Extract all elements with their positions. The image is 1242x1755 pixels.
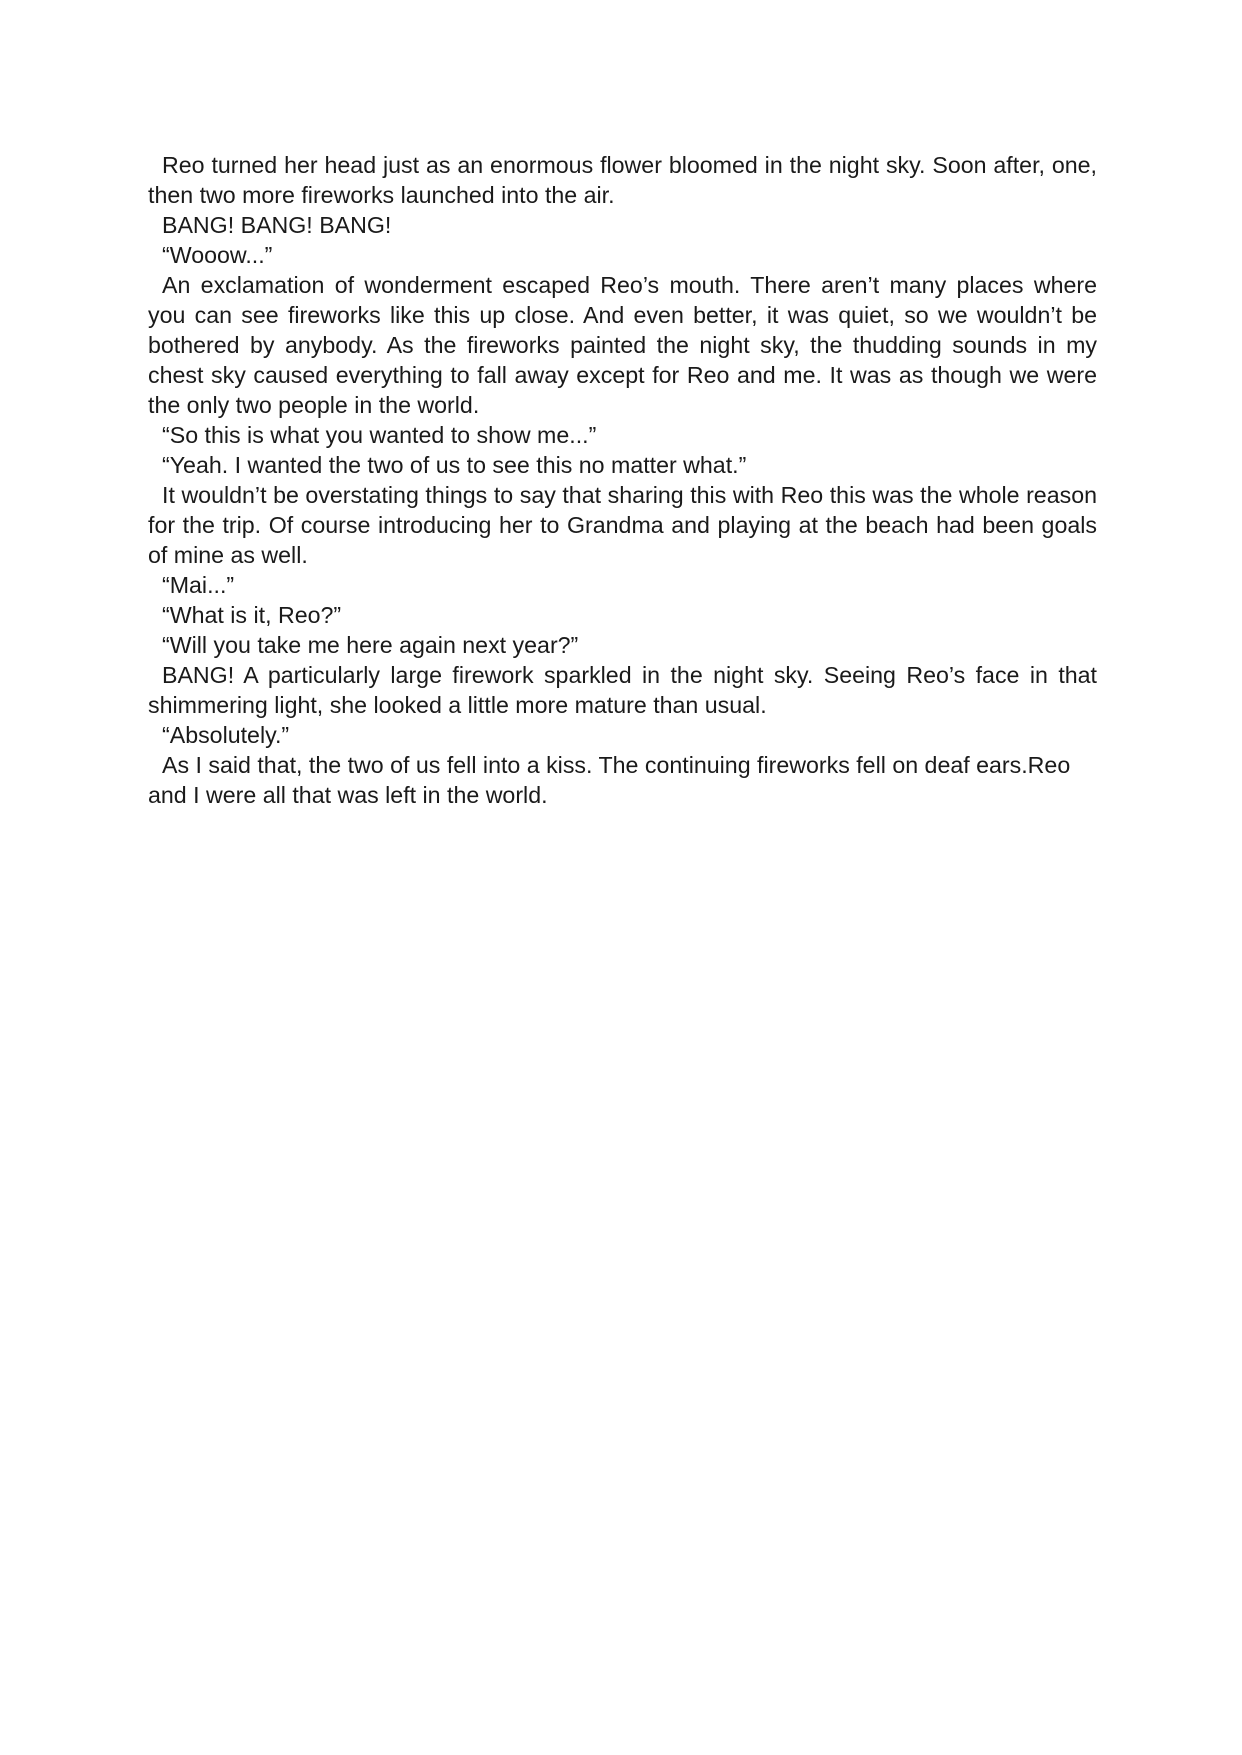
paragraph: “Mai...”: [162, 572, 235, 598]
paragraph: An exclamation of wonderment escaped Reo’s mouth. There aren’t many places where you can see fireworks like this up close. And even better, it was quiet, so we wouldn’t be bothered by anybody. As the fireworks painted the night sky, the thudding sounds in my chest sky caused everything to fall away except for Reo and me. It was as though we were the only two people in the world.: [148, 272, 1097, 418]
paragraph: “So this is what you wanted to show me...”: [162, 422, 597, 448]
paragraph: BANG! BANG! BANG!: [162, 212, 392, 238]
paragraph: “Absolutely.”: [162, 722, 290, 748]
paragraph: “Wooow...”: [162, 242, 273, 268]
paragraph: “Will you take me here again next year?”: [162, 632, 579, 658]
paragraph: “Yeah. I wanted the two of us to see this no matter what.”: [162, 452, 747, 478]
paragraph: “What is it, Reo?”: [162, 602, 342, 628]
body-text: [148, 150, 1097, 810]
paragraph: Reo turned her head just as an enormous flower bloomed in the night sky. Soon after, one, then two more fireworks launched into the air.: [148, 152, 1097, 208]
paragraph: It wouldn’t be overstating things to say that sharing this with Reo this was the whole reason for the trip. Of course introducing her to Grandma and playing at the beach had been goals of mine as well.: [148, 482, 1097, 568]
paragraph: As I said that, the two of us fell into a kiss. The continuing fireworks fell on deaf ears.Reo and I were all that was left in the world.: [148, 752, 1071, 808]
paragraph: BANG! A particularly large firework sparkled in the night sky. Seeing Reo’s face in that shimmering light, she looked a little more mature than usual.: [148, 662, 1097, 718]
